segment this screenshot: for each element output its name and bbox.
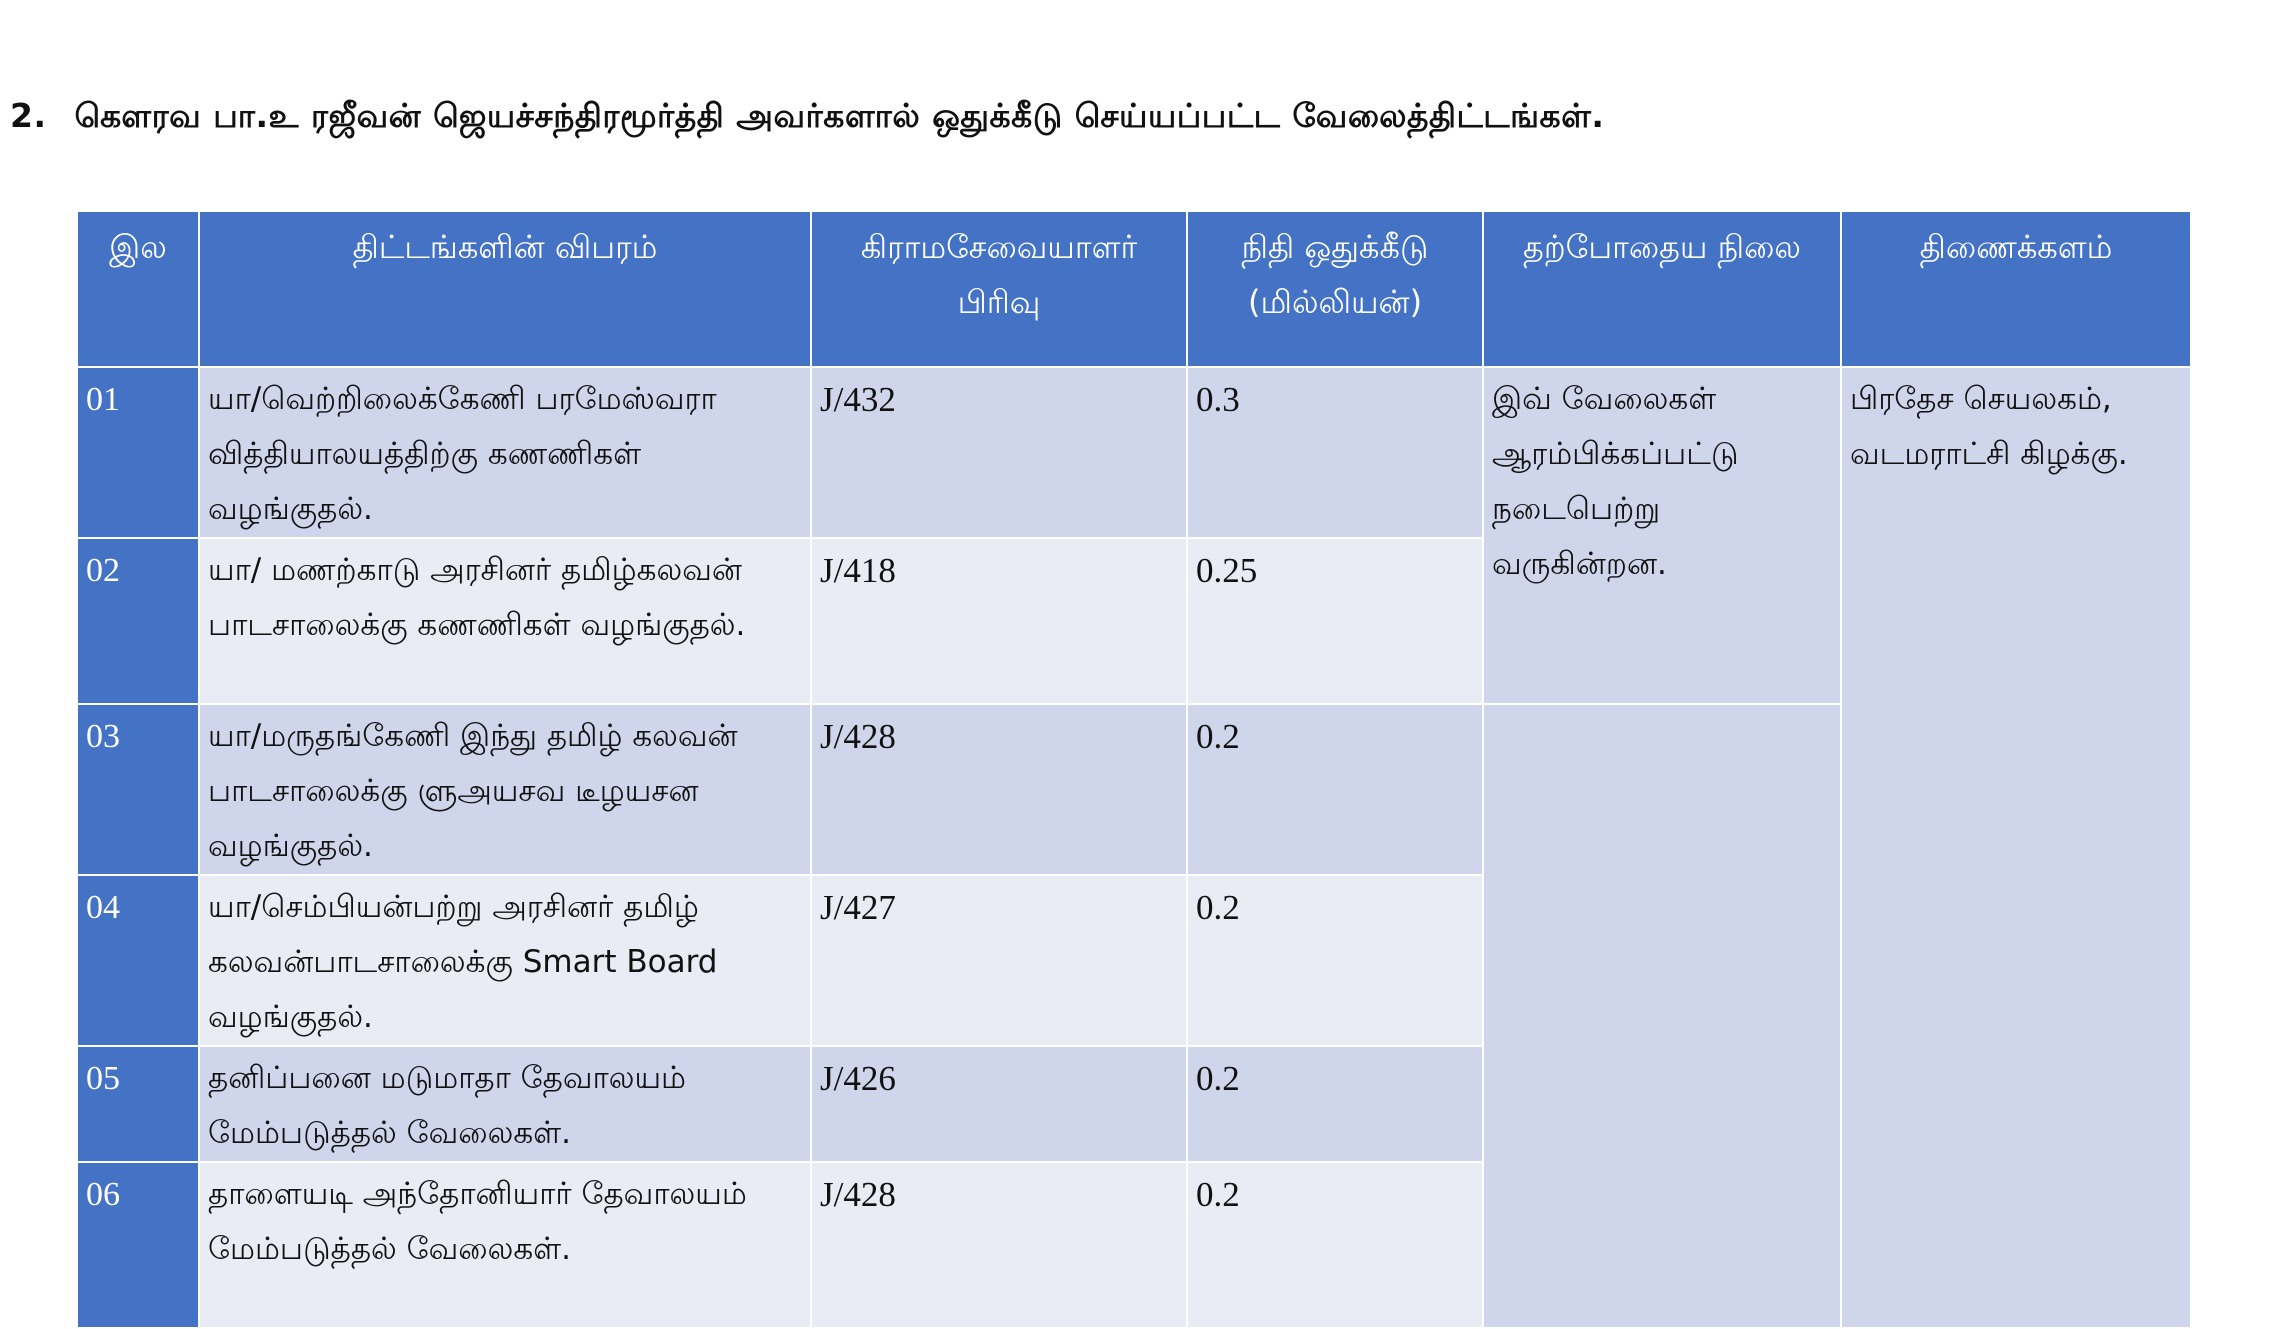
row-gn-division: J/426 [811,1046,1187,1162]
row-allocation: 0.25 [1187,538,1483,704]
row-details: தனிப்பனை மடுமாதா தேவாலயம் மேம்படுத்தல் வேலைகள். [199,1046,811,1162]
row-gn-division: J/432 [811,367,1187,538]
row-details: யா/மருதங்கேணி இந்து தமிழ் கலவன் பாடசாலைக்கு ளுஅயசவ டீழயசன வழங்குதல். [199,704,811,875]
heading-text: கௌரவ பா.உ ரஜீவன் ஜெயச்சந்திரமூர்த்தி அவர்களால் ஒதுக்கீடு செய்யப்பட்ட வேலைத்திட்டங்கள். [74,96,1605,135]
row-number: 06 [77,1162,199,1328]
row-allocation: 0.2 [1187,1162,1483,1328]
row-gn-division: J/418 [811,538,1187,704]
page-heading [10,96,1604,140]
row-details: யா/ மணற்காடு அரசினர் தமிழ்கலவன் பாடசாலைக்கு கணணிகள் வழங்குதல். [199,538,811,704]
row-details: தாளையடி அந்தோனியார் தேவாலயம் மேம்படுத்தல் வேலைகள். [199,1162,811,1328]
table-header-row [77,211,2191,367]
row-number: 03 [77,704,199,875]
table-row [77,367,2191,538]
row-number: 02 [77,538,199,704]
projects-table [76,210,2192,1329]
row-number: 01 [77,367,199,538]
row-allocation: 0.2 [1187,704,1483,875]
row-details: யா/செம்பியன்பற்று அரசினர் தமிழ் கலவன்பாடசாலைக்கு Smart Board வழங்குதல். [199,875,811,1046]
row-number: 04 [77,875,199,1046]
row-gn-division: J/428 [811,1162,1187,1328]
row-details: யா/வெற்றிலைக்கேணி பரமேஸ்வரா வித்தியாலயத்திற்கு கணணிகள் வழங்குதல். [199,367,811,538]
header-status: தற்போதைய நிலை [1483,211,1841,367]
row-allocation: 0.2 [1187,875,1483,1046]
row-allocation: 0.2 [1187,1046,1483,1162]
heading-number: 2. [10,96,47,135]
department-cell: பிரதேச செயலகம், வடமராட்சி கிழக்கு. [1841,367,2191,1328]
header-details: திட்டங்களின் விபரம் [199,211,811,367]
row-allocation: 0.3 [1187,367,1483,538]
row-gn-division: J/428 [811,704,1187,875]
status-continuation [1483,704,1841,1328]
header-department: திணைக்களம் [1841,211,2191,367]
header-gn-division: கிராமசேவையாளர் பிரிவு [811,211,1187,367]
header-no: இல [77,211,199,367]
status-cell: இவ் வேலைகள் ஆரம்பிக்கப்பட்டு நடைபெற்று வருகின்றன. [1483,367,1841,704]
header-allocation: நிதி ஒதுக்கீடு (மில்லியன்) [1187,211,1483,367]
row-number: 05 [77,1046,199,1162]
row-gn-division: J/427 [811,875,1187,1046]
